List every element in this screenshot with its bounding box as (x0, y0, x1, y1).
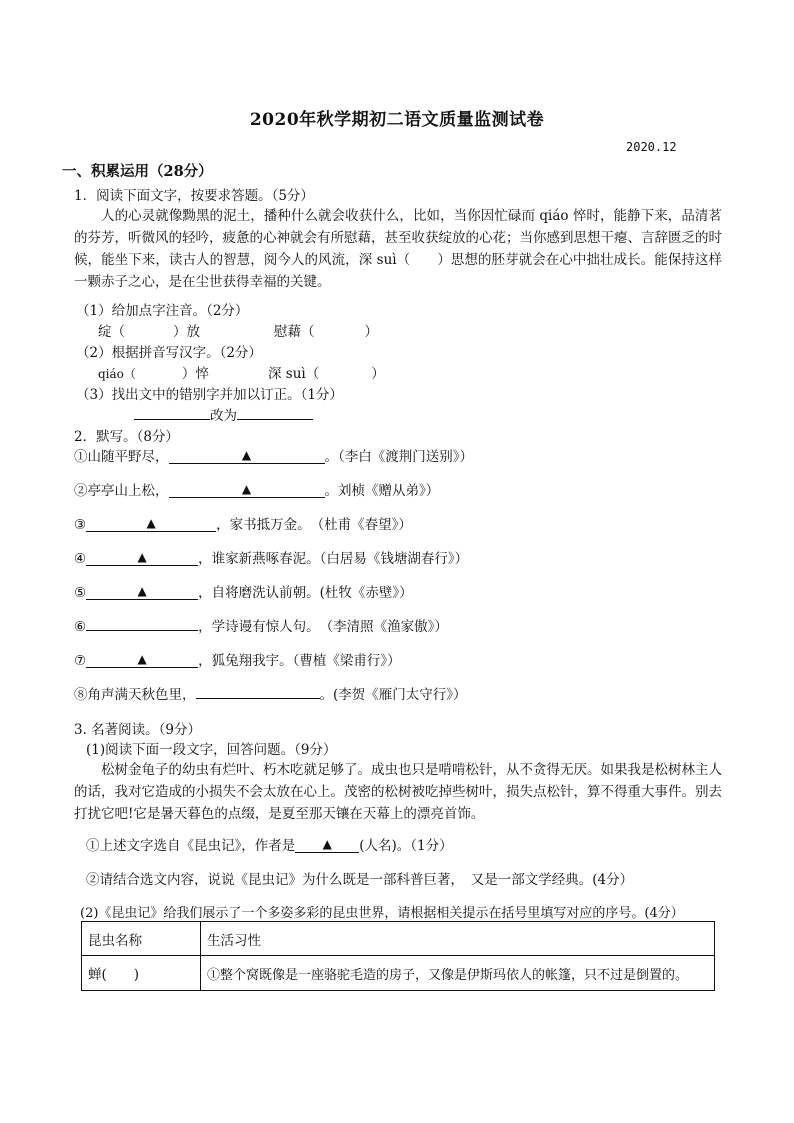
recitation-line: ①山随平野尽， ▲ 。（李白《渡荆门送别》） (74, 448, 473, 465)
recitation-line: ②亭亭山上松， ▲ 。刘桢《赠从弟》） (74, 482, 440, 499)
q1-sub2-item-b: 深 suì（ ） (268, 366, 385, 382)
q1-stem: 1．阅读下面文字，按要求答题。（5分） (74, 188, 314, 204)
table-cell[interactable]: 蝉( ) (82, 956, 201, 991)
table-cell: ①整个窝既像是一座骆驼毛造的房子，又像是伊斯玛依人的帐篷，只不过是倒置的。 (201, 956, 715, 991)
answer-blank[interactable]: ▲ (86, 517, 216, 532)
table-header-cell: 生活习性 (201, 922, 715, 956)
answer-blank[interactable]: ▲ (169, 483, 325, 498)
answer-blank[interactable]: ▲ (169, 449, 325, 464)
q3-question-a: ①上述文字选自《昆虫记》，作者是 ▲ (人名)。（1分） (86, 837, 453, 854)
recitation-line: ⑧角声满天秋色里， 。(李贺《雁门太守行》） (74, 683, 467, 703)
q1-sub2: （2）根据拼音写汉字。（2分） (76, 345, 262, 361)
table-header-row (82, 922, 715, 956)
answer-blank[interactable]: ▲ (86, 551, 198, 566)
q2-stem: 2．默写。（8分） (74, 429, 179, 445)
q3-sub1: (1)阅读下面一段文字，回答问题。（9分） (86, 742, 337, 758)
q1-passage: 人的心灵就像黝黑的泥土，播种什么就会收获什么，比如，当你因忙碌而 qiáo 悴时，能静下来，品清茗的芬芳，听微风的轻吟，疲惫的心神就会有所慰藉，甚至收获绽放的心花；当你感到思想干瘪、言辞匮乏的时候，能坐下来，读古人的智慧，阅今人的风流，深 suì（ ）思想的胚芽就会在心中拙壮成长。能保持这样一颗赤子之心，是在尘世获得幸福的关键。 (74, 208, 722, 290)
answer-blank[interactable] (134, 405, 210, 420)
q3-question-b: ②请结合选文内容，说说《昆虫记》为什么既是一部科普巨著， 又是一部文学经典。(4分） (86, 872, 634, 888)
answer-blank[interactable] (196, 684, 320, 699)
exam-date: 2020.12 (626, 140, 677, 154)
answer-blank[interactable]: ▲ (86, 653, 198, 668)
q1-sub1-item-a: 绽（ ）放 (98, 324, 200, 340)
table-row (82, 956, 715, 991)
insect-habits-table (81, 921, 715, 991)
q1-sub1-item-b: 慰藉（ ） (274, 324, 378, 340)
q1-sub2-item-a: qiáo（ ）悴 (98, 366, 209, 382)
q3-sub2: (2)《昆虫记》给我们展示了一个多姿多彩的昆虫世界，请根据相关提示在括号里填写对应的序号。(4分） (80, 906, 684, 921)
q1-sub3: （3）找出文中的错别字并加以订正。（1分） (76, 387, 343, 403)
table-header-cell: 昆虫名称 (82, 922, 201, 956)
answer-blank[interactable] (237, 405, 313, 420)
recitation-line: ④ ▲ ，谁家新燕啄春泥。（白居易《钱塘湖春行》） (74, 550, 469, 567)
q1-sub1: （1）给加点字注音。（2分） (76, 303, 249, 319)
exam-title: 2020年秋学期初二语文质量监测试卷 (249, 110, 545, 130)
q1-sub3-answer: 改为 (134, 404, 313, 424)
answer-blank[interactable]: ▲ (86, 585, 198, 600)
answer-blank[interactable]: ▲ (295, 838, 359, 853)
recitation-line: ⑤ ▲ ，自将磨洗认前朝。(杜牧《赤壁》） (74, 584, 413, 601)
recitation-line: ⑦ ▲ ，狐兔翔我宇。（曹植《梁甫行》） (74, 652, 401, 669)
section-heading: 一、积累运用（28分） (62, 163, 213, 180)
answer-blank[interactable] (86, 616, 198, 631)
q3-stem: 3. 名著阅读。（9分） (74, 722, 202, 738)
recitation-line: ⑥ ，学诗谩有惊人句。 （李清照《渔家傲》） (74, 615, 448, 635)
q3-passage: 松树金龟子的幼虫有烂叶、朽木吃就足够了。成虫也只是啃啃松针，从不贪得无厌。如果我是松树林主人的话，我对它造成的小损失不会太放在心上。茂密的松树被吃掉些树叶，损失点松针，算不得重大事件。别去打扰它吧!它是暑天暮色的点缀，是夏至那天镶在天幕上的漂亮首饰。 (74, 762, 722, 822)
recitation-line: ③ ▲ ，家书抵万金。 （杜甫《春望》） (74, 516, 412, 533)
